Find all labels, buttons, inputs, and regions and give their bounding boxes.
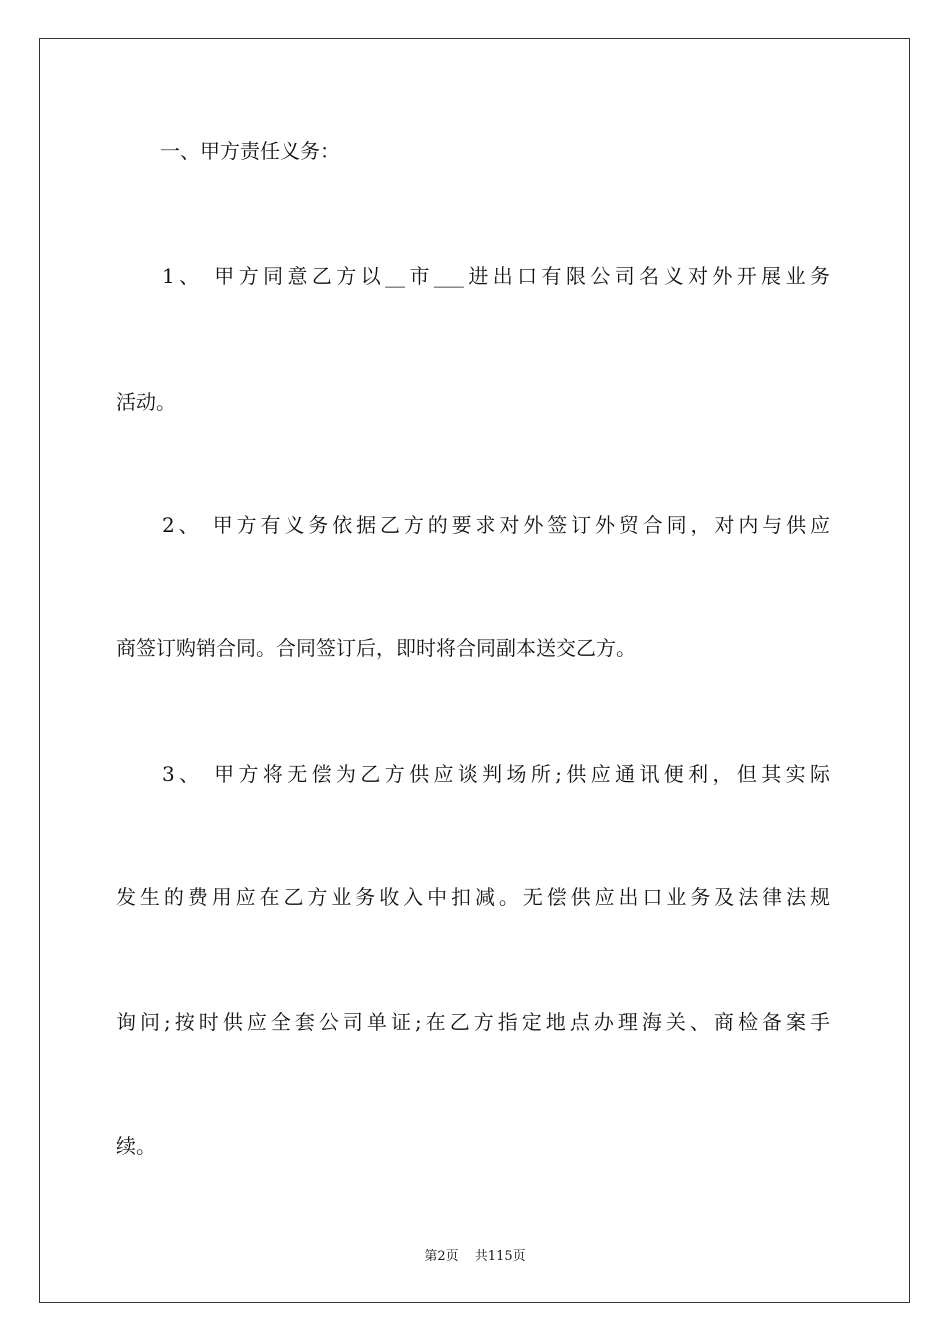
page-border bbox=[39, 38, 910, 1303]
page-number-current: 第2页 bbox=[424, 1249, 459, 1264]
paragraph-line-8: 续。 bbox=[116, 1134, 156, 1158]
paragraph-line-1: 1、 甲方同意乙方以__市___进出口有限公司名义对外开展业务 bbox=[162, 264, 830, 288]
paragraph-line-7: 询问;按时供应全套公司单证;在乙方指定地点办理海关、商检备案手 bbox=[116, 1010, 830, 1034]
paragraph-line-3: 2、 甲方有义务依据乙方的要求对外签订外贸合同，对内与供应 bbox=[162, 513, 830, 537]
page-number-total: 共115页 bbox=[474, 1249, 526, 1264]
paragraph-line-6: 发生的费用应在乙方业务收入中扣减。无偿供应出口业务及法律法规 bbox=[116, 885, 830, 909]
paragraph-line-5: 3、 甲方将无偿为乙方供应谈判场所;供应通讯便利，但其实际 bbox=[162, 762, 830, 786]
paragraph-line-2: 活动。 bbox=[116, 390, 176, 414]
section-heading: 一、甲方责任义务： bbox=[160, 139, 340, 163]
page-footer bbox=[0, 1245, 950, 1264]
paragraph-line-4: 商签订购销合同。合同签订后，即时将合同副本送交乙方。 bbox=[116, 636, 636, 660]
